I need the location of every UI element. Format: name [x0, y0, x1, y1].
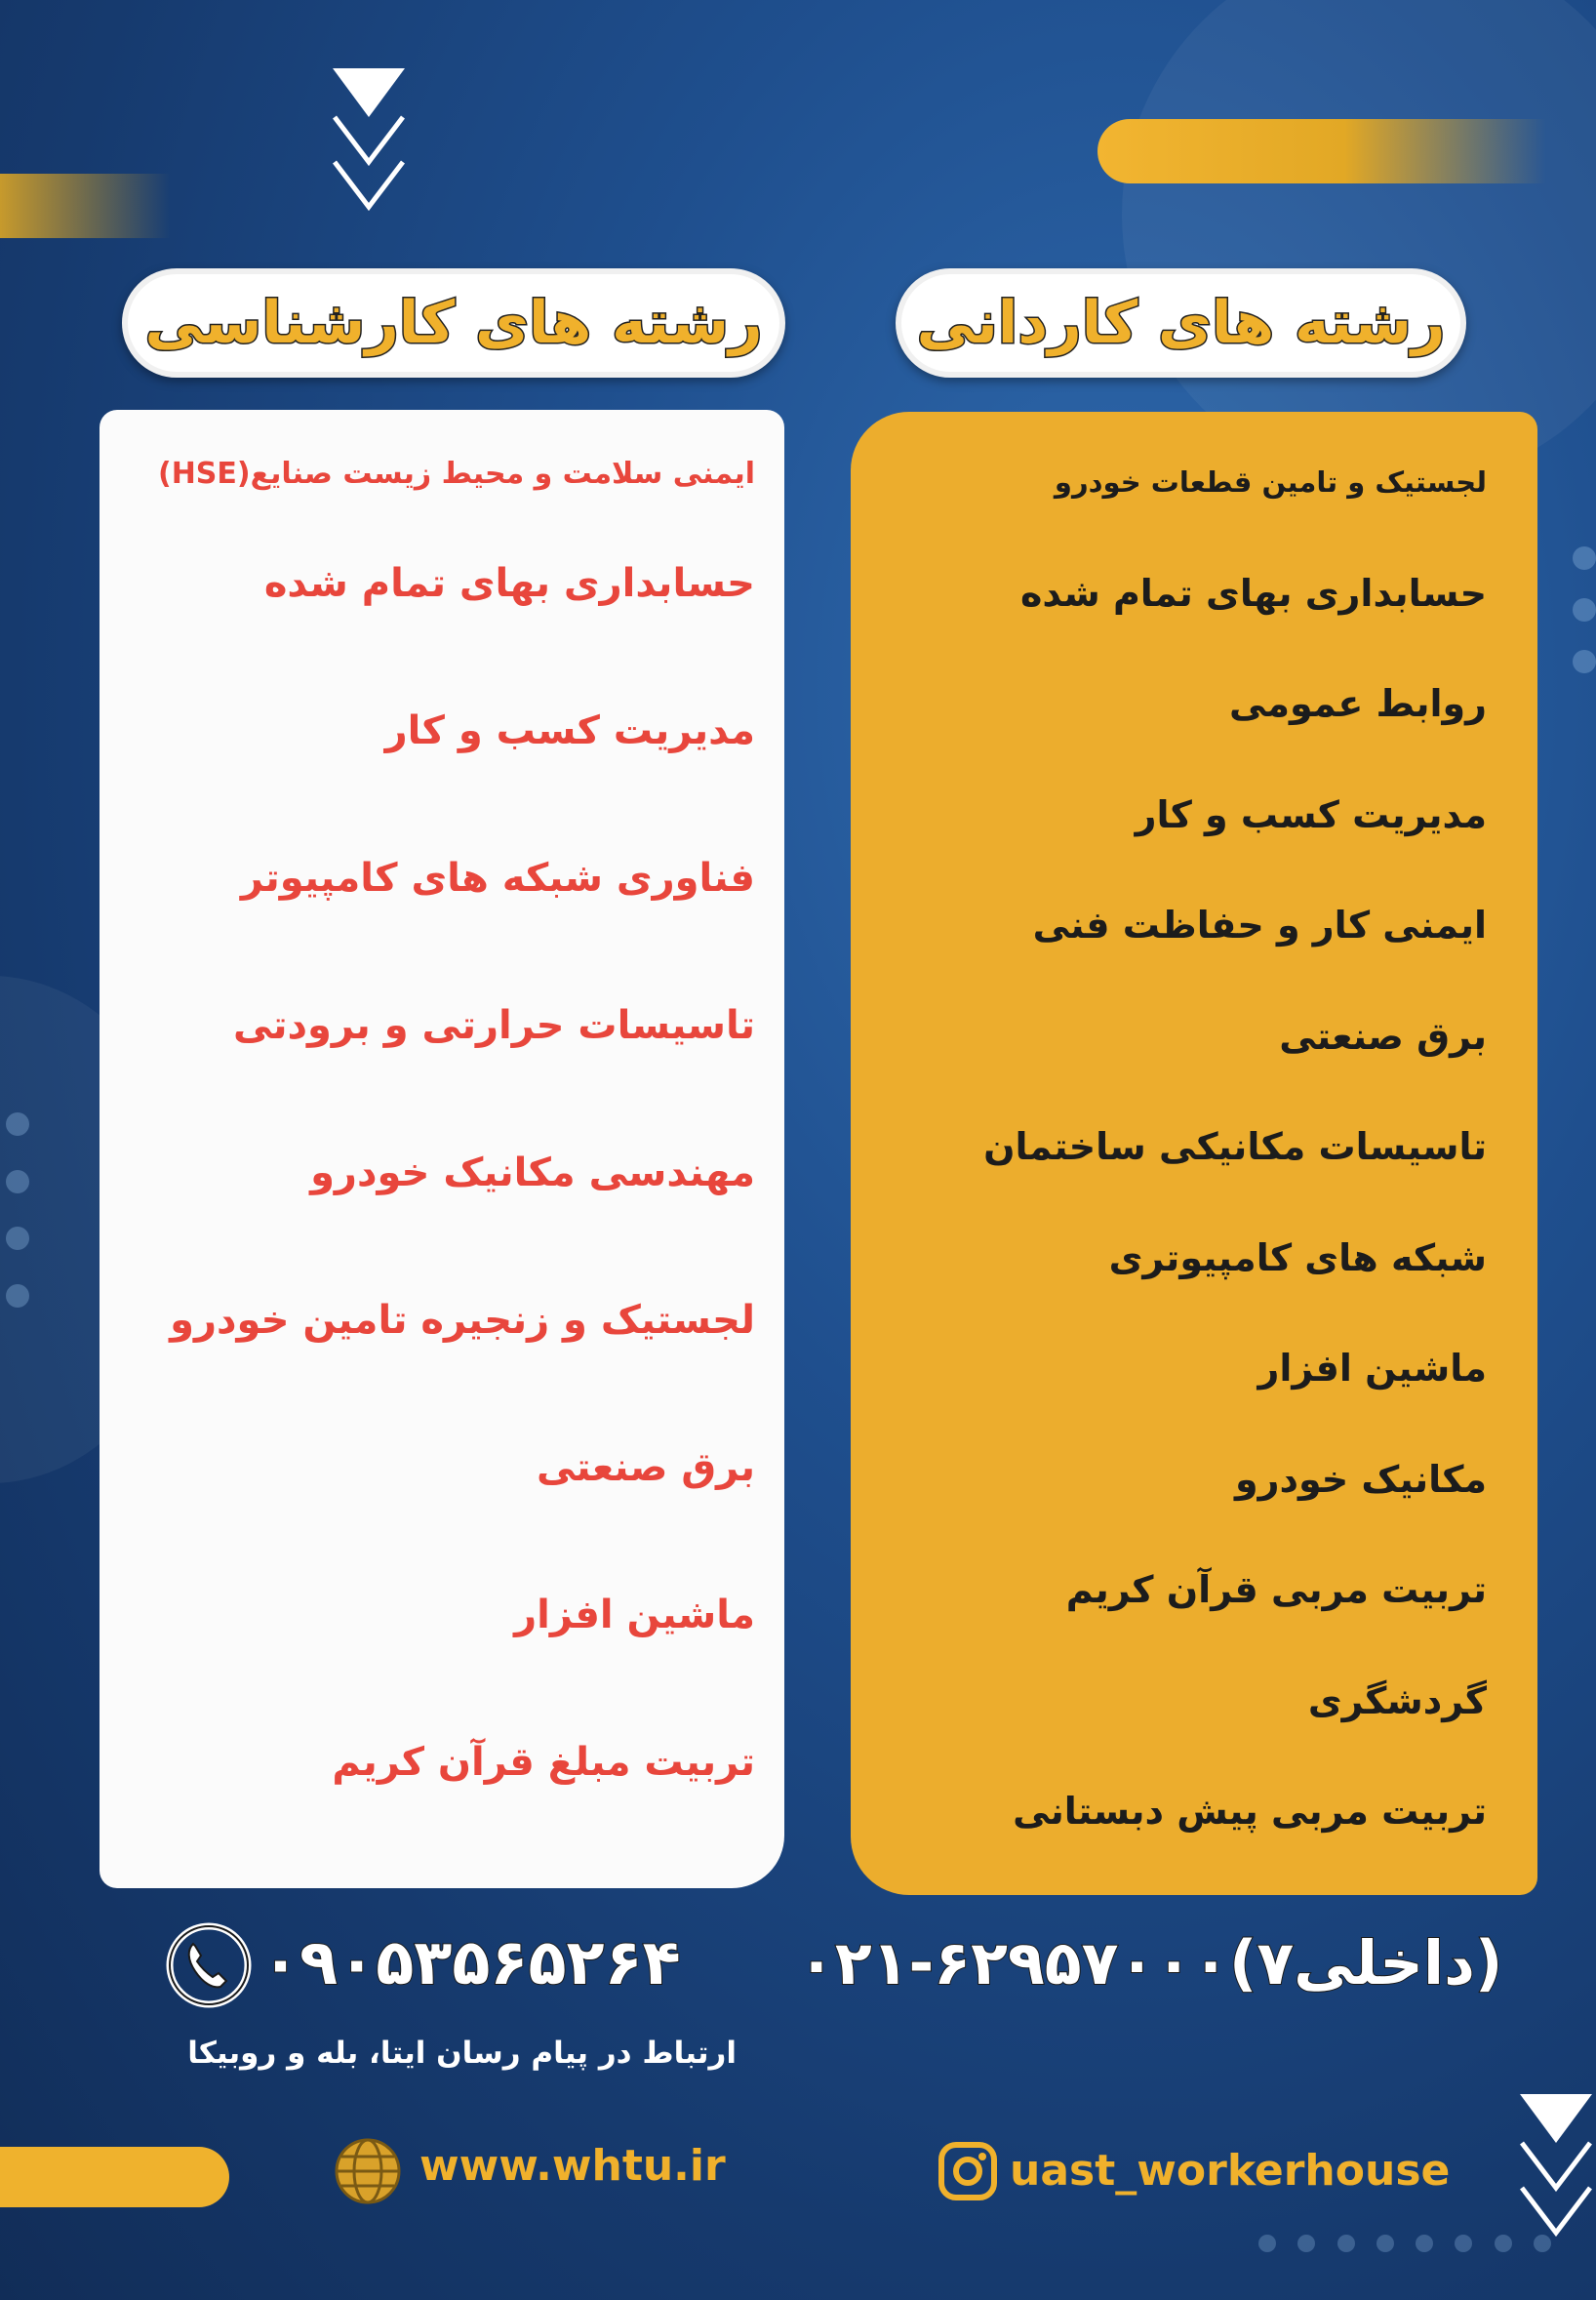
instagram-handle[interactable]: uast_workerhouse: [1010, 2146, 1451, 2196]
globe-icon: [332, 2135, 404, 2207]
list-item: مهندسی مکانیک خودرو: [310, 1150, 755, 1195]
list-item: مدیریت کسب و کار: [1135, 792, 1487, 836]
office-phone[interactable]: ۰۲۱-۶۲۹۵۷۰۰۰(داخلی۷): [798, 1927, 1503, 1998]
list-item: گردشگری: [1307, 1678, 1487, 1722]
list-item: تاسیسات مکانیکی ساختمان: [983, 1125, 1487, 1168]
list-item: ایمنی سلامت و محیط زیست صنایع(HSE): [157, 457, 755, 491]
list-item: شبکه های کامپیوتری: [1108, 1235, 1487, 1279]
chevron-down-icon: [327, 61, 411, 217]
list-item: ماشین افزار: [514, 1593, 755, 1637]
chevron-down-icon: [1514, 2086, 1596, 2242]
list-item: تربیت مربی پیش دبستانی: [1013, 1790, 1487, 1833]
website-link[interactable]: www.whtu.ir: [419, 2141, 726, 2191]
bachelor-heading-text: رشته های کارشناسی: [144, 289, 763, 357]
gold-stripe: [1097, 119, 1546, 183]
bachelor-programs-card: [100, 410, 784, 1888]
list-item: روابط عمومی: [1229, 682, 1487, 725]
associate-programs-list: [890, 453, 1487, 1893]
list-item: حسابداری بهای تمام شده: [263, 561, 755, 606]
decorative-dots: [1569, 546, 1596, 673]
list-item: لجستیک و زنجیره تامین خودرو: [170, 1298, 755, 1343]
list-item: برق صنعتی: [1279, 1014, 1487, 1058]
list-item: فناوری شبکه های کامپیوتر: [240, 856, 755, 901]
messenger-note: ارتباط در پیام رسان ایتا، بله و روبیکا: [187, 2036, 737, 2071]
list-item: لجستیک و تامین قطعات خودرو: [1054, 465, 1487, 499]
mobile-phone[interactable]: ۰۹۰۵۳۵۶۵۲۶۴: [261, 1927, 681, 1999]
list-item: ایمنی کار و حفاظت فنی: [1032, 904, 1487, 947]
gold-stripe: [0, 2147, 229, 2207]
list-item: مدیریت کسب و کار: [384, 708, 755, 753]
associate-programs-card: [851, 412, 1537, 1895]
decorative-dots: [1258, 2235, 1551, 2254]
list-item: تاسیسات حرارتی و برودتی: [233, 1003, 755, 1048]
bachelor-programs-list: [129, 445, 755, 1880]
decorative-dots: [6, 1112, 33, 1308]
associate-heading-text: رشته های کاردانی: [916, 289, 1446, 357]
associate-heading: [896, 268, 1466, 378]
list-item: تربیت مربی قرآن کریم: [1065, 1568, 1487, 1611]
gold-stripe: [0, 174, 171, 238]
list-item: حسابداری بهای تمام شده: [1019, 571, 1487, 615]
list-item: تربیت مبلغ قرآن کریم: [332, 1740, 755, 1785]
list-item: ماشین افزار: [1257, 1347, 1487, 1390]
phone-icon: [164, 1920, 254, 2010]
list-item: مکانیک خودرو: [1234, 1457, 1487, 1501]
list-item: برق صنعتی: [537, 1445, 755, 1490]
bachelor-heading: [122, 268, 785, 378]
instagram-icon: [937, 2140, 999, 2202]
